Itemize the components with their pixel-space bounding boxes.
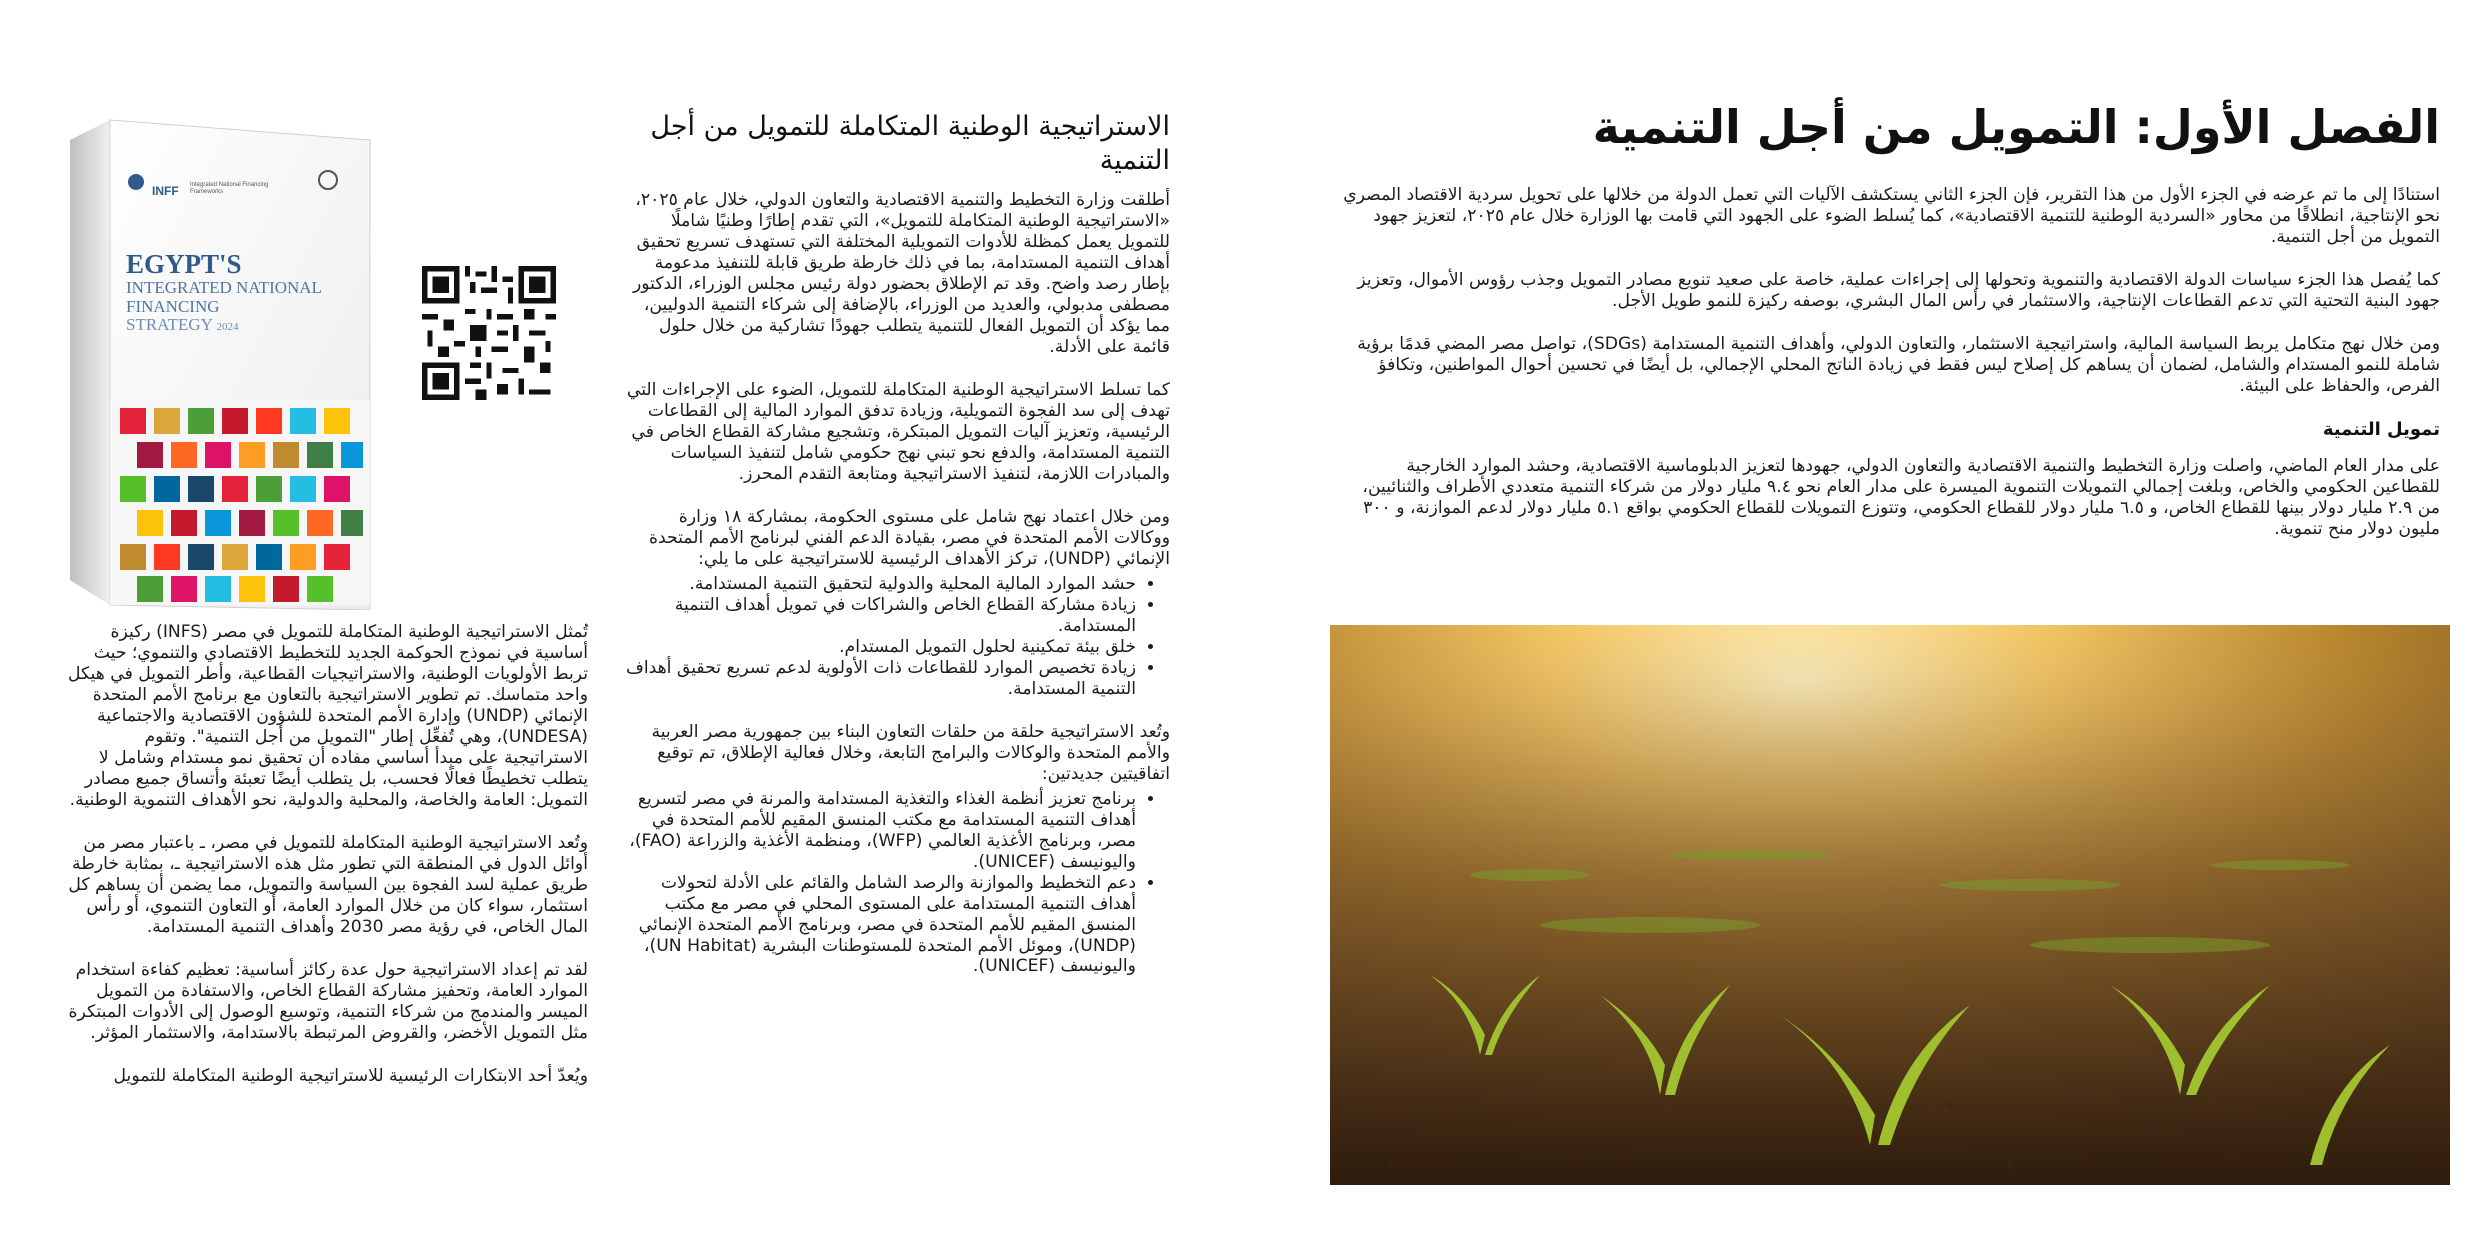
strategy-paragraph-3: ومن خلال اعتماد نهج شامل على مستوى الحكومة، بمشاركة ١٨ وزارة ووكالات الأمم المتحدة في مصر، بقيادة الدعم الفني لبرنامج الأمم المتحدة الإنمائي (UNDP)، تركز الأهداف الرئيسية للاستراتيجية على ما يلي: bbox=[648, 506, 1170, 569]
middle-column-body bbox=[625, 190, 1170, 999]
left-column-body bbox=[58, 622, 588, 1109]
intro-paragraph-2: كما يُفصل هذا الجزء سياسات الدولة الاقتصادية والتنموية وتحولها إلى إجراءات عملية، خاصة على صعيد تنويع مصادر التمويل وجذب رؤوس الأموال، وتعزيز جهود البنية التحتية التي تدعم القطاعات الإنتاجية، والاستثمار في رأس المال البشري، بوصفه ركيزة للنمو طويل الأجل. bbox=[1357, 269, 2440, 311]
list-item: • برنامج تعزيز أنظمة الغذاء والتغذية المستدامة والمرنة في مصر لتسريع أهداف التنمية المستدامة مع مكتب المنسق المقيم للأمم المتحدة في مصر، وبرنامج الأغذية العالمي (WFP)، ومنظمة الأغذية والزراعة (FAO)، واليونيسف (UNICEF). bbox=[625, 789, 1136, 873]
book-title-line4: STRATEGY bbox=[126, 314, 213, 334]
strategy-paragraph-2: كما تسلط الاستراتيجية الوطنية المتكاملة للتمويل، الضوء على الإجراءات التي تهدف إلى سد الفجوة التمويلية، وزيادة تدفق الموارد المالية إلى القطاعات الرئيسية، وتعزيز آليات التمويل المبتكرة، وتشجيع مشاركة القطاع الخاص في التنمية المستدامة، والدفع نحو تبني نهج حكومي شامل لتنفيذ السياسات والمبادرات اللازمة، لتنفيذ الاستراتيجية ومتابعة التقدم المحرز. bbox=[626, 379, 1170, 484]
intro-paragraph-1: استنادًا إلى ما تم عرضه في الجزء الأول من هذا التقرير، فإن الجزء الثاني يستكشف الآليات التي تعمل الدولة من خلالها على تحويل سردية الاقتصاد المصري نحو الإنتاجية، انطلاقًا من محاور «السردية الوطنية للتنمية الاقتصادية»، كما يُسلط الضوء على الجهود التي قامت بها الوزارة خلال عام ٢٠٢٥، لتعزيز جهود التمويل من أجل التنمية. bbox=[1343, 185, 2440, 247]
infs-paragraph-1: تُمثل الاستراتيجية الوطنية المتكاملة للتمويل في مصر (INFS) ركيزة أساسية في نموذج الحوكمة الجديد للتخطيط الاقتصادي والتنموي؛ حيث تربط الأولويات الوطنية، والاستراتيجيات القطاعية، وأطر التمويل في هيكل واحد متماسك. تم تطوير الاستراتيجية بالتعاون مع برنامج الأمم المتحدة الإنمائي (UNDP) وإدارة الأمم المتحدة للشؤون الاقتصادية والاجتماعية (UNDESA)، وهي تُفعِّل إطار "التمويل من أجل التنمية". وتقوم الاستراتيجية على مبدأ أساسي مفاده أن تحقيق نمو مستدام وشامل لا يتطلب تخطيطًا فعالًا فحسب، بل يتطلب أيضًا تعبئة وأتساق جميع مصادر التمويل: العامة والخاصة، والمحلية والدولية، نحو الأهداف التنموية الوطنية. bbox=[68, 622, 588, 810]
strategy-book-cover bbox=[70, 110, 400, 610]
list-item: • زيادة تخصيص الموارد للقطاعات ذات الأولوية لدعم تسريع تحقيق أهداف التنمية المستدامة. bbox=[625, 658, 1136, 700]
chapter-title: الفصل الأول: التمويل من أجل التنمية bbox=[1592, 100, 2440, 154]
book-title bbox=[126, 250, 366, 334]
strategy-objectives-list bbox=[625, 574, 1170, 700]
qr-code-icon[interactable] bbox=[422, 266, 556, 400]
book-logo: INFF bbox=[152, 184, 179, 198]
intro-paragraph-3: ومن خلال نهج متكامل يربط السياسة المالية، واستراتيجية الاستثمار، والتعاون الدولي، وأهداف التنمية المستدامة (SDGs)، تواصل مصر المضي قدمًا برؤية شاملة للنمو المستدام والشامل، لضمان أن يساهم كل إصلاح ليس فقط في زيادة الناتج المحلي الإجمالي، بل أيضًا في تحسين أحوال المواطنين، وتكافؤ الفرص، والحفاظ على البيئة. bbox=[1357, 333, 2440, 396]
seedlings-photo bbox=[1330, 625, 2450, 1185]
financing-subheading: تمويل التنمية bbox=[2322, 418, 2440, 440]
book-year: 2024 bbox=[216, 320, 239, 333]
list-item: • خلق بيئة تمكينية لحلول التمويل المستدام. bbox=[625, 637, 1136, 658]
book-title-line1: EGYPT'S bbox=[126, 249, 242, 279]
qr-code-art bbox=[422, 266, 556, 400]
infs-paragraph-2: وتُعد الاستراتيجية الوطنية المتكاملة للتمويل في مصر، ـ باعتبار مصر من أوائل الدول في المنطقة التي تطور مثل هذه الاستراتيجية ـ، بمثابة خارطة طريق عملية لسد الفجوة بين السياسة والتمويل، مما يضمن أن يساهم كل استثمار، سواء كان من خلال الموارد العامة، أو التعاون التنموي، أو رأس المال الخاص، في رؤية مصر 2030 وأهداف التنمية المستدامة. bbox=[68, 832, 588, 937]
seedlings-photo-art bbox=[1330, 625, 2450, 1185]
strategy-title: الاستراتيجية الوطنية المتكاملة للتمويل من أجل التنمية bbox=[650, 111, 1170, 176]
book-title-line3: FINANCING bbox=[126, 296, 220, 316]
book-title-line2: INTEGRATED NATIONAL bbox=[126, 278, 322, 298]
strategy-paragraph-1: أطلقت وزارة التخطيط والتنمية الاقتصادية والتعاون الدولي، خلال عام ٢٠٢٥، «الاستراتيجية الوطنية المتكاملة للتمويل»، التي تقدم إطارًا وطنيًا شاملًا للتمويل يعمل كمظلة للأدوات التمويلية المختلفة التي تستهدف تسريع تحقيق أهداف التنمية المستدامة، بما في ذلك خارطة طريق قابلة للتنفيذ مدعومة بإطار رصد واضح. وقد تم الإطلاق بحضور دولة رئيس مجلس الوزراء، الدكتور مصطفى مدبولي، والعديد من الوزراء، بالإضافة إلى شركاء التنمية الدوليين، مما يؤكد أن التمويل الفعال للتنمية يتطلب جهودًا تشاركية من خلال حلول قائمة على الأدلة. bbox=[632, 190, 1170, 357]
list-item: • زيادة مشاركة القطاع الخاص والشراكات في تمويل أهداف التنمية المستدامة. bbox=[625, 595, 1136, 637]
financing-paragraph: على مدار العام الماضي، واصلت وزارة التخطيط والتنمية الاقتصادية والتعاون الدولي، جهودها لتعزيز الدبلوماسية الاقتصادية، وحشد الموارد الخارجية للقطاعين الحكومي والخاص، وبلغت إجمالي التمويلات التنموية الميسرة على مدار العام نحو ٩.٤ مليار دولار من شركاء التنمية متعددي الأطراف والثنائيين، من ٢.٩ مليار دولار بينها للقطاع الخاص، و ٦.٥ مليار دولار للقطاع الحكومي، وتتوزع التمويلات للقطاع الحكومي بواقع ٥.١ مليار دولار لدعم الموازنة، و ٣٠٠ مليون دولار منح تنموية. bbox=[1362, 455, 2440, 539]
right-page-body bbox=[1340, 185, 2440, 562]
book-logo-subtext: Integrated National Financing Frameworks bbox=[190, 182, 269, 195]
list-item: • دعم التخطيط والموازنة والرصد الشامل والقائم على الأدلة لتحولات أهداف التنمية المستدامة على المستوى المحلي في مصر مع مكتب المنسق المقيم للأمم المتحدة في مصر، وبرنامج الأمم المتحدة الإنمائي (UNDP)، وموئل الأمم المتحدة للمستوطنات البشرية (UN Habitat)، واليونيسف (UNICEF). bbox=[625, 873, 1136, 978]
infs-paragraph-4: ويُعدّ أحد الابتكارات الرئيسية للاستراتيجية الوطنية المتكاملة للتمويل bbox=[113, 1065, 588, 1086]
strategy-paragraph-4: وتُعد الاستراتيجية حلقة من حلقات التعاون البناء بين جمهورية مصر العربية والأمم المتحدة والوكالات والبرامج التابعة، وخلال فعالية الإطلاق، تم توقيع اتفاقيتين جديدتين: bbox=[651, 721, 1170, 784]
infs-paragraph-3: لقد تم إعداد الاستراتيجية حول عدة ركائز أساسية: تعظيم كفاءة استخدام الموارد العامة، وتحفيز مشاركة القطاع الخاص، والاستفادة من التمويل الميسر والمندمج من شركاء التنمية، وتوسيع الوصول إلى الأدوات المبتكرة مثل التمويل الأخضر، والقروض المرتبطة بالاستدامة، والاستثمار المؤثر. bbox=[68, 959, 588, 1043]
list-item: • حشد الموارد المالية المحلية والدولية لتحقيق التنمية المستدامة. bbox=[625, 574, 1136, 595]
agreements-list bbox=[625, 789, 1170, 978]
